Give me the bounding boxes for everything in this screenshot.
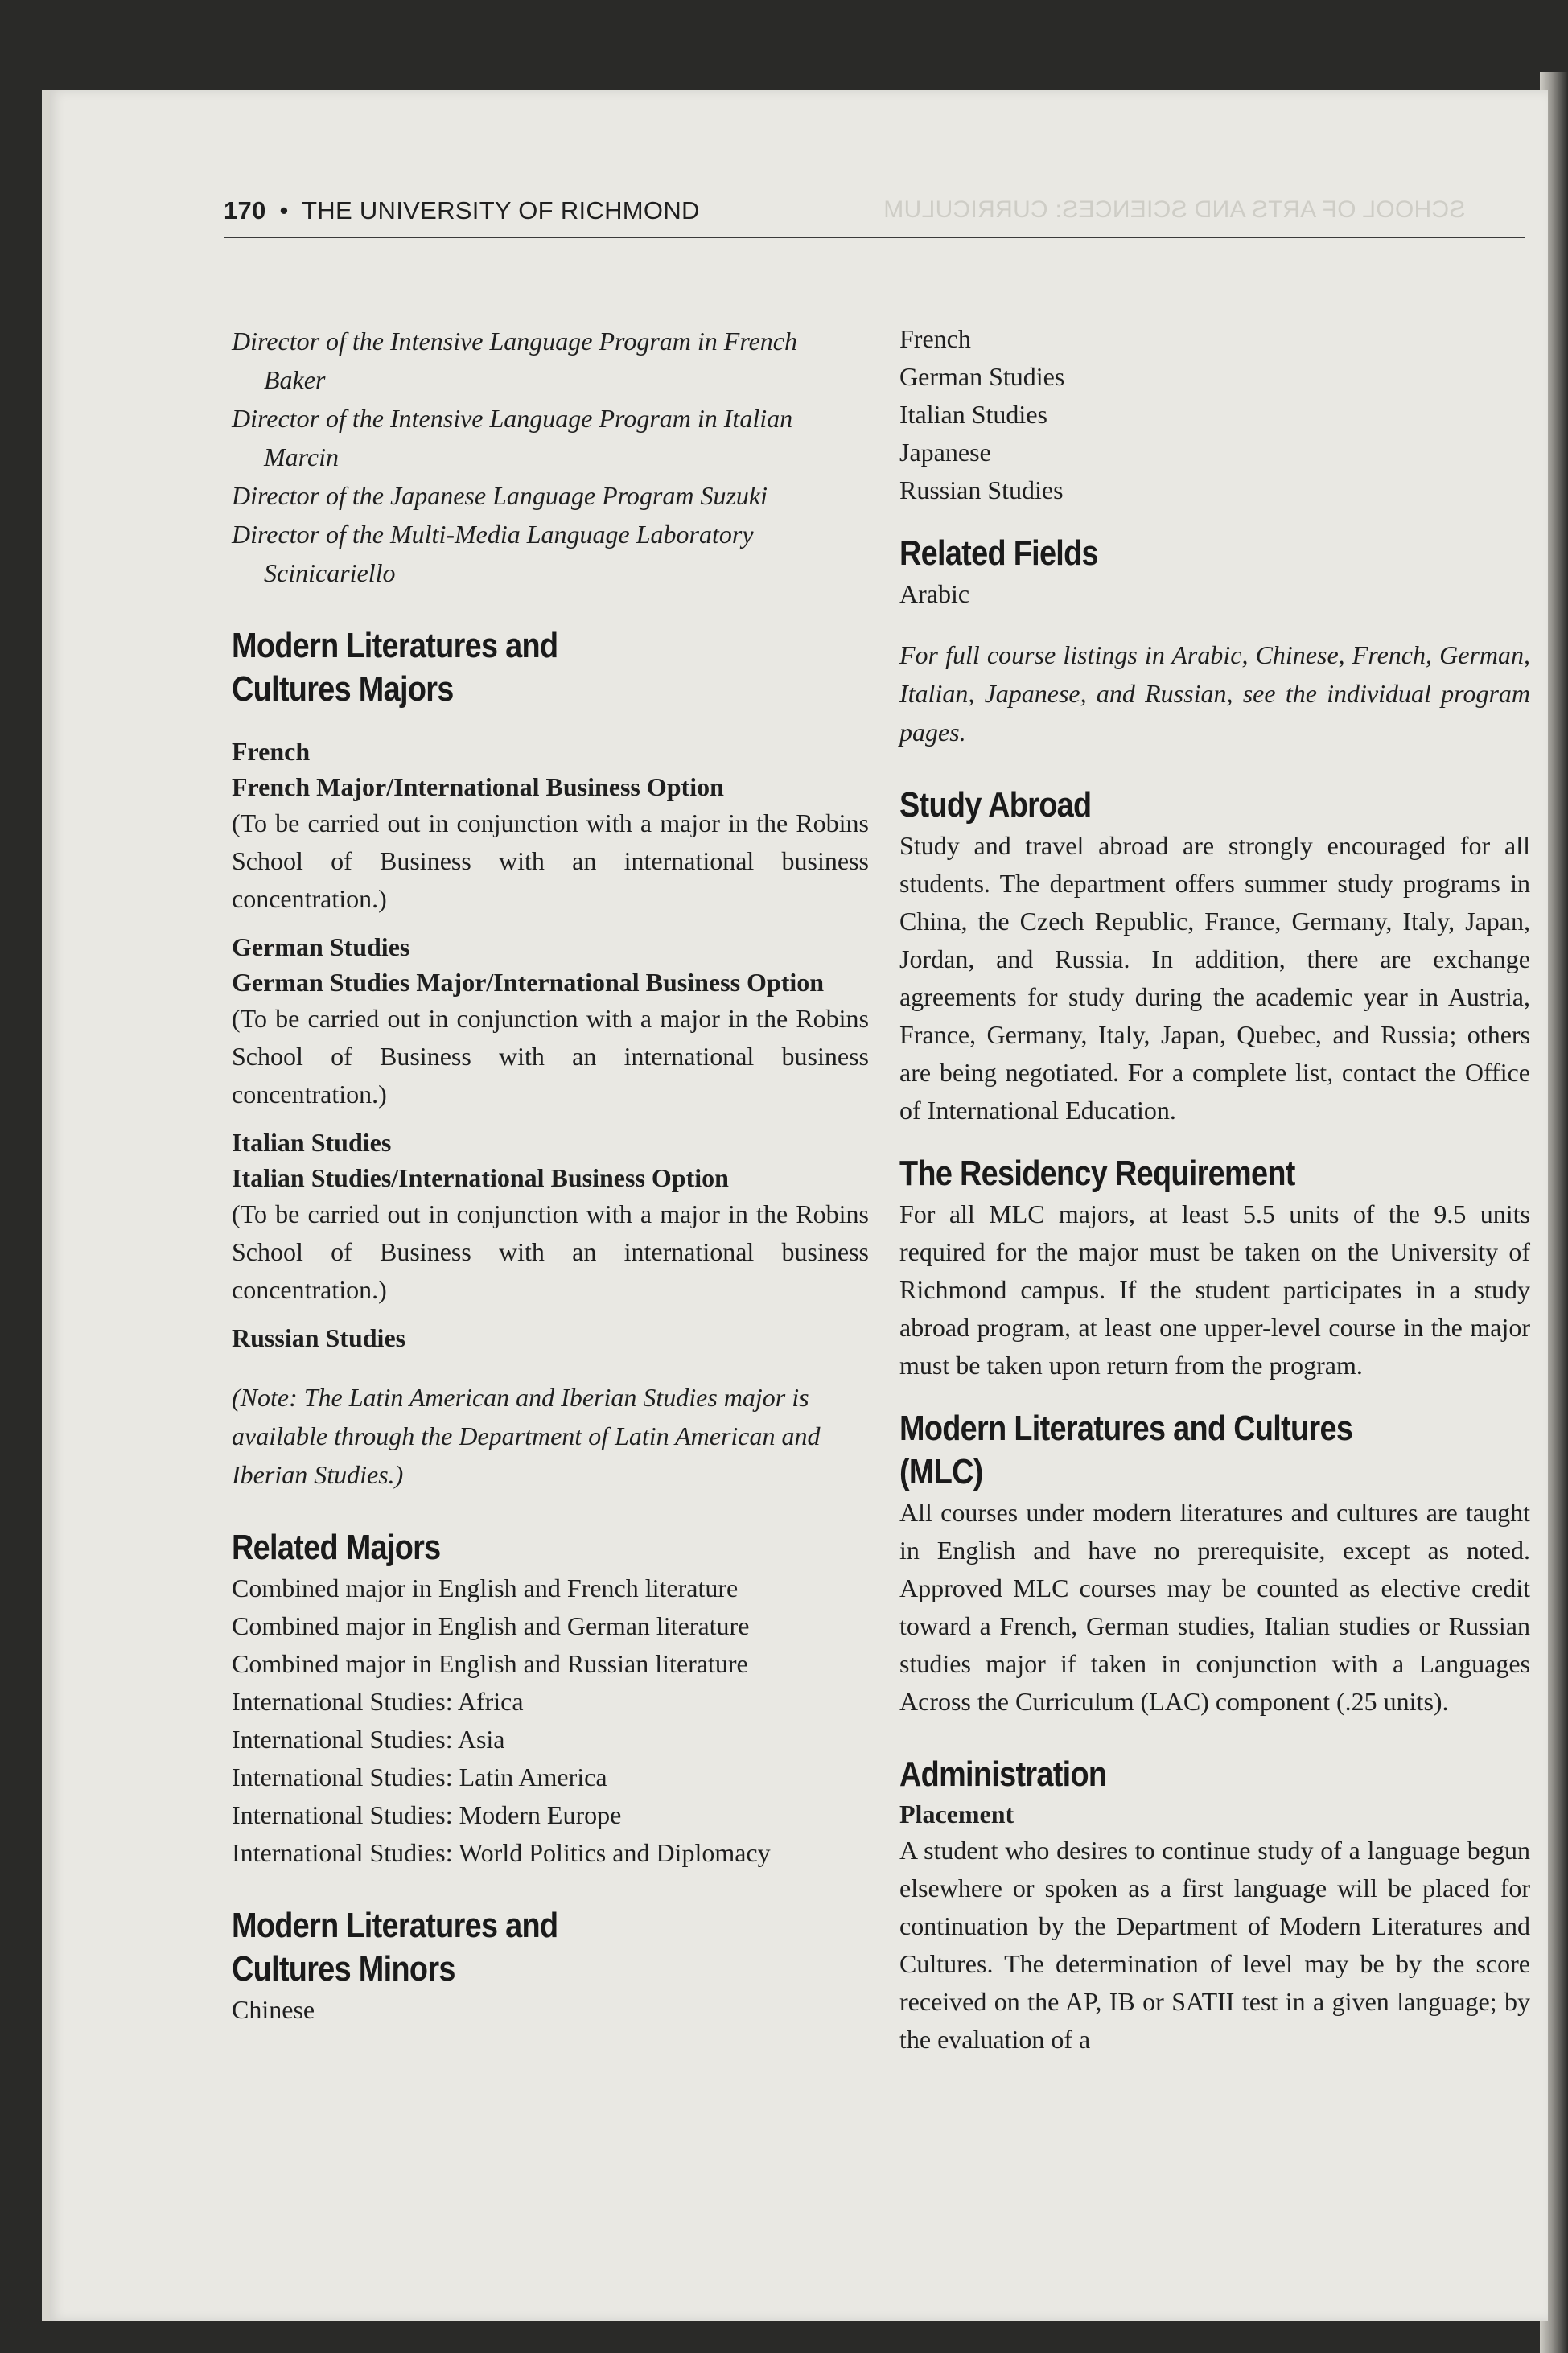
list-item: International Studies: World Politics and Diplomacy [232,1838,771,1867]
german-major: German Studies [232,932,410,961]
related-majors-list [232,1569,869,1872]
director-name: Baker [264,365,326,394]
list-item: Italian Studies [899,400,1047,429]
director-name: Scinicariello [264,558,396,587]
minors-heading [232,1904,780,1991]
director-title: Director of the Japanese Language Program Suzuki [232,481,768,510]
russian-major: Russian Studies [232,1323,406,1352]
residency-heading: The Residency Requirement [899,1154,1295,1193]
list-item: Japanese [899,438,991,467]
list-item: Russian Studies [899,475,1064,504]
running-header [224,196,1525,238]
french-major: French [232,737,311,766]
list-item: German Studies [899,362,1065,391]
list-item: International Studies: Asia [232,1725,505,1754]
bleed-through-text: SCHOOL OF ARTS AND SCIENCES: CURRICULUM [883,196,1466,223]
latin-american-note: (Note: The Latin American and Iberian Studies major is available through the Department of Latin American and Iberian Studies.) [232,1383,821,1489]
left-column [232,322,869,2029]
french-option: French Major/International Business Option [232,772,724,801]
french-option-note: (To be carried out in conjunction with a major in the Robins School of Business with an international business concentration.) [232,808,869,913]
minors-heading-line-1: Modern Literatures and [232,1906,558,1945]
list-item: Combined major in English and Russian literature [232,1649,748,1678]
director-title: Director of the Intensive Language Program in French [232,327,797,356]
administration-heading: Administration [899,1754,1107,1794]
german-option: German Studies Major/International Business Option [232,968,825,997]
list-item: Combined major in English and French literature [232,1573,739,1602]
residency-text: For all MLC majors, at least 5.5 units of the 9.5 units required for the major must be taken on the University of Richmond campus. If the student participates in a study abroad program, at least one upper-level course in the major must be taken upon return from the program. [899,1199,1530,1380]
list-item: International Studies: Africa [232,1687,524,1716]
header-title: THE UNIVERSITY OF RICHMOND [302,196,700,224]
page-number: 170 [224,196,266,224]
director-title: Director of the Multi-Media Language Laboratory [232,520,754,549]
list-item: International Studies: Modern Europe [232,1800,622,1829]
course-listing-note: For full course listings in Arabic, Chinese, French, German, Italian, Japanese, and Russian, see the individual program pages. [899,640,1530,747]
study-abroad-heading: Study Abroad [899,785,1092,825]
director-title: Director of the Intensive Language Program in Italian [232,404,793,433]
minors-list [899,320,1530,509]
placement-text: A student who desires to continue study of a language begun elsewhere or spoken as a first language will be placed for continuation by the Department of Modern Literatures and Cultures. The determination of level may be by the score received on the AP, IB or SATII test in a given language; by the evaluation of a [899,1836,1530,2054]
italian-option-note: (To be carried out in conjunction with a major in the Robins School of Business with an international business concentration.) [232,1199,869,1304]
related-majors-heading: Related Majors [232,1528,441,1567]
majors-heading [232,624,780,711]
italian-option: Italian Studies/International Business Option [232,1163,729,1192]
study-abroad-text: Study and travel abroad are strongly encouraged for all students. The department offers summer study programs in China, the Czech Republic, France, Germany, Italy, Japan, Jordan, and Russia. In addition, there are exchange agreements for study during the academic year in Austria, France, Germany, Italy, Japan, Quebec, and Russia; others are being negotiated. For a complete list, contact the Office of International Education. [899,831,1530,1125]
list-item: French [899,324,971,353]
mlc-text: All courses under modern literatures and cultures are taught in English and have no prerequisite, except as noted. Approved MLC courses may be counted as elective credit toward a French, German studies, Italian studies or Russian studies major if taken in conjunction with a Languages Across the Curriculum (LAC) component (.25 units). [899,1498,1530,1716]
mlc-heading: Modern Literatures and Cultures (MLC) [899,1409,1353,1491]
director-name: Marcin [264,442,340,471]
related-fields-heading: Related Fields [899,533,1098,573]
majors-heading-line-1: Modern Literatures and [232,626,558,665]
list-item: International Studies: Latin America [232,1763,607,1791]
directors-list [232,322,869,592]
majors-heading-line-2: Cultures Majors [232,669,454,709]
placement-heading: Placement [899,1800,1014,1829]
header-bullet: • [279,196,289,224]
italian-major: Italian Studies [232,1128,392,1157]
minors-heading-line-2: Cultures Minors [232,1949,455,1989]
right-column [899,320,1530,2059]
list-item: Chinese [232,1995,315,2024]
list-item: Combined major in English and German literature [232,1611,750,1640]
related-fields-item: Arabic [899,579,970,608]
german-option-note: (To be carried out in conjunction with a major in the Robins School of Business with an international business concentration.) [232,1004,869,1109]
